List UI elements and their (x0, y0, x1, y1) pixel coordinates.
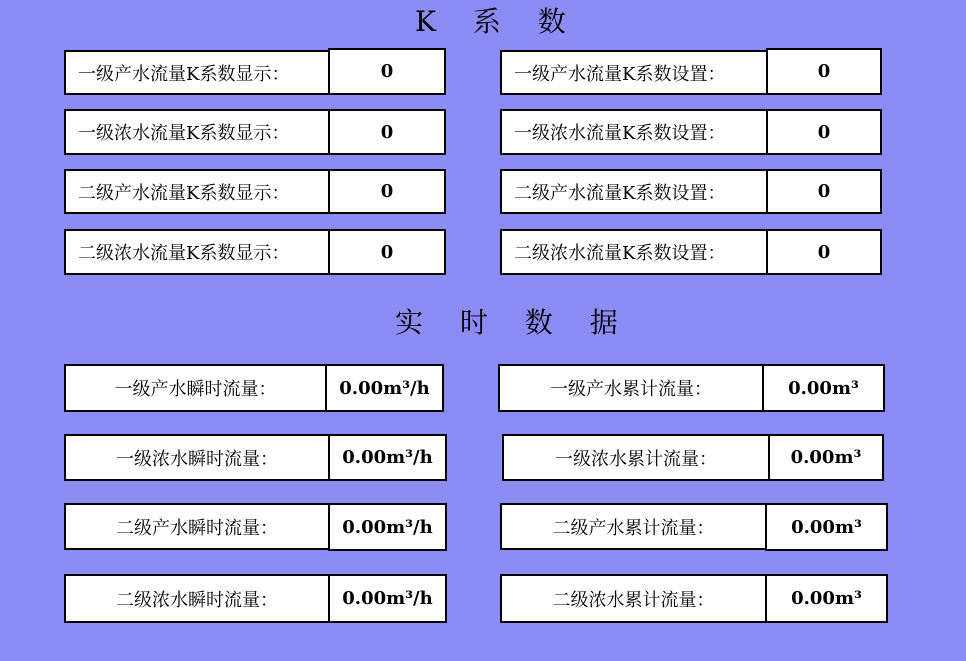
instant-flow-value-4: 0.00m³/h (328, 574, 447, 623)
total-flow-label-1: 一级产水累计流量： (498, 364, 764, 412)
instant-flow-value-3: 0.00m³/h (328, 503, 447, 551)
total-flow-value-3: 0.00m³ (765, 503, 888, 551)
k-display-value-4: 0 (328, 229, 446, 275)
instant-flow-label-4: 二级浓水瞬时流量： (64, 574, 330, 623)
total-flow-value-4: 0.00m³ (765, 574, 888, 623)
total-flow-value-1: 0.00m³ (762, 364, 885, 412)
k-coefficient-title: K 系 数 (415, 5, 580, 38)
k-display-label-1: 一级产水流量K系数显示： (64, 50, 330, 95)
k-display-value-3: 0 (328, 169, 446, 214)
total-flow-label-3: 二级产水累计流量： (500, 503, 767, 550)
k-setting-label-4: 二级浓水流量K系数设置： (500, 229, 768, 275)
instant-flow-label-1: 一级产水瞬时流量： (64, 364, 327, 412)
k-setting-label-3: 二级产水流量K系数设置： (500, 169, 768, 214)
realtime-data-title: 实 时 数 据 (395, 306, 632, 339)
k-setting-input-3[interactable]: 0 (766, 169, 882, 214)
k-display-label-2: 一级浓水流量K系数显示： (64, 109, 330, 155)
k-setting-input-1[interactable]: 0 (766, 48, 882, 95)
k-display-label-3: 二级产水流量K系数显示： (64, 169, 330, 214)
instant-flow-value-1: 0.00m³/h (325, 364, 444, 412)
instant-flow-value-2: 0.00m³/h (328, 434, 447, 481)
k-setting-label-2: 一级浓水流量K系数设置： (500, 109, 768, 155)
k-setting-input-2[interactable]: 0 (766, 109, 882, 155)
k-display-label-4: 二级浓水流量K系数显示： (64, 229, 330, 275)
k-setting-input-4[interactable]: 0 (766, 229, 882, 275)
k-setting-label-1: 一级产水流量K系数设置： (500, 50, 768, 95)
total-flow-label-4: 二级浓水累计流量： (500, 574, 767, 623)
total-flow-value-2: 0.00m³ (768, 434, 884, 481)
instant-flow-label-2: 一级浓水瞬时流量： (64, 434, 330, 481)
k-display-value-2: 0 (328, 109, 446, 155)
total-flow-label-2: 一级浓水累计流量： (502, 434, 770, 481)
k-display-value-1: 0 (328, 48, 446, 95)
instant-flow-label-3: 二级产水瞬时流量： (64, 503, 330, 550)
